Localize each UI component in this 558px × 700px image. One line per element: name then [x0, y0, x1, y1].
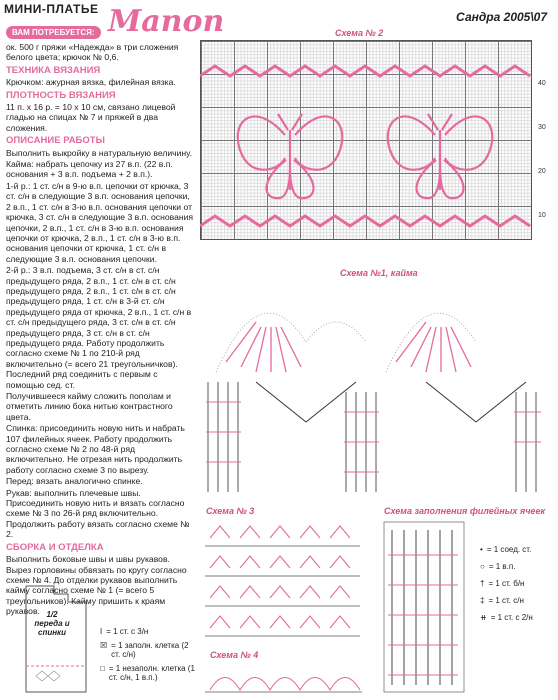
- need-badge: ВАМ ПОТРЕБУЕТСЯ:: [6, 26, 101, 39]
- legend-right: [480, 545, 556, 622]
- legend-label: = 1 заполн. клетка (2 ст. с/н): [111, 641, 189, 659]
- legend-item: [480, 596, 556, 605]
- scheme4-diagram: [200, 660, 366, 696]
- description-intro: Выполнить выкройку в натуральную величину.: [6, 147, 192, 158]
- scheme1-diagram: [196, 282, 552, 502]
- legend-label: = 1 ст. с 3/н: [106, 627, 149, 636]
- fill-scheme-diagram: [382, 520, 472, 696]
- fill-scheme-caption: Схема заполнения филейных ячеек: [384, 506, 546, 516]
- legend-symbol: †: [480, 579, 485, 588]
- legend-symbol: I: [100, 627, 103, 636]
- description-row1: 1-й р.: 1 ст. с/н в 9-ю в.п. цепочки от крючка, 3 ст. с/н в следующие 3 в.п. основания цепочки, 2 в.п., 1 ст. с/н в 3-ю в.п. основания цепочки от крючка, 3 ст. с/н в следующие 3 в.п. основания цепочки, 2 в.п., 1 ст. с/н в 3-ю в.п. основания цепочки от крючка, 2 в.п., 1 ст. с/н в 3-ю в.п. основания цепочки от крючка, 1 ст. с/н в следующие 3 в.п. основания цепочки.: [6, 180, 194, 264]
- legend-symbol: •: [480, 545, 483, 554]
- legend-symbol: ⧺: [480, 613, 487, 622]
- scheme3-caption: Схема № 3: [206, 506, 255, 516]
- legend-symbol: ☒: [100, 641, 108, 650]
- legend-item: [100, 627, 198, 636]
- legend-label: = 1 незаполн. клетка (1 ст. с/н, 1 в.п.): [108, 664, 195, 682]
- technique-text: Крючком: ажурная вязка, филейная вязка.: [6, 77, 176, 88]
- technique-heading: ТЕХНИКА ВЯЗАНИЯ: [6, 64, 101, 76]
- legend-symbol: ‡: [480, 596, 485, 605]
- legend-label: = 1 ст. с/н: [488, 596, 524, 605]
- scheme2-motifs: [200, 40, 532, 240]
- description-heading: ОПИСАНИЕ РАБОТЫ: [6, 135, 105, 147]
- issue-label: Сандра 2005\07: [456, 10, 548, 24]
- legend-label: = 1 в.п.: [488, 562, 516, 571]
- scheme1-caption: Схема №1, кайма: [340, 268, 418, 278]
- legend-symbol: □: [100, 664, 105, 673]
- legend-left: [100, 627, 198, 682]
- axis-label: 40: [538, 80, 546, 87]
- assembly-heading: СБОРКА И ОТДЕЛКА: [6, 541, 104, 553]
- axis-label: 30: [538, 124, 546, 131]
- legend-item: [480, 562, 556, 571]
- legend-item: [100, 664, 198, 682]
- axis-label: 20: [538, 168, 546, 175]
- pattern-piece: [6, 580, 98, 696]
- scheme4-caption: Схема № 4: [210, 650, 259, 660]
- gauge-text: 11 п. х 16 р. = 10 х 10 см, связано лицевой гладью на спицах № 7 и пряжей в два сложения.: [6, 102, 176, 133]
- scheme2-caption: Схема № 2: [335, 28, 384, 38]
- description-fold: Получившееся кайму сложить пополам и отметить линию бока нитью контрастного цвета.: [6, 391, 173, 422]
- description-back: Спинка: присоединить новую нить и набрать 107 филейных ячеек. Работу продолжить согласно схеме № 2 по 48-й ряд включительно. Не отрезая нить продолжить работу согласно схеме 3 по вырезу.: [6, 423, 185, 475]
- description-row2: 2-й р.: 3 в.п. подъема, 3 ст. с/н в ст. с/н предыдущего ряда, 2 в.п., 1 ст. с/н в ст. с/н предыдущего ряда, 2 в.п., 1 ст. с/н в ст. с/н предыдущего ряда, 1 ст. с/н в 3-й ст. с/н предыдущего ряда от крючка, 2 в.п., 1 ст. с/н в ст. с/н предыдущего ряда, 3 ст. с/н в ст. с/н предыдущего ряда, 3 ст. с/н в ст. с/н предыдущего ряда. Работу продолжить согласно схеме № 1 по 210-й ряд включительно (= всего 21 треугольничков). Последний ряд соединить с первым с помощью сед. ст.: [6, 265, 192, 390]
- materials-text: ок. 500 г пряжи «Надежда» в три сложения белого цвета; крючок № 0,6.: [6, 42, 179, 63]
- scheme3-diagram: [200, 518, 366, 646]
- legend-item: [480, 545, 556, 554]
- gauge-heading: ПЛОТНОСТЬ ВЯЗАНИЯ: [6, 89, 116, 101]
- legend-item: [480, 579, 556, 588]
- legend-item: [480, 613, 556, 622]
- dress-title: МИНИ-ПЛАТЬЕ: [4, 2, 99, 16]
- instructions-column: [6, 42, 194, 618]
- description-front: Перед: вязать аналогично спинке.: [6, 476, 143, 487]
- pattern-piece-label: 1/2 переда и спинки: [34, 610, 70, 637]
- description-sleeve: Рукав: выполнить плечевые швы. Присоединить новую нить и вязать согласно схеме № 3 по 26-й ряд включительно. Продолжить работу вязать согласно схеме № 2.: [6, 487, 190, 540]
- legend-label: = 1 ст. с 2/н: [490, 613, 533, 622]
- legend-symbol: ○: [480, 562, 485, 571]
- legend-label: = 1 соед. ст.: [486, 545, 532, 554]
- legend-item: [100, 641, 198, 659]
- description-trim: Кайма: набрать цепочку из 27 в.п. (22 в.п. основания + 3 в.п. подъема + 2 в.п.).: [6, 159, 173, 180]
- axis-label: 10: [538, 212, 546, 219]
- assembly-text: Выполнить боковые швы и швы рукавов. Вырез горловины обвязать по кругу согласно схеме № 4. До отделки рукавов выполнить кайму согласно схеме № 1 (= всего 5 треугольников). Кайму пришить к краям рукавов.: [6, 554, 187, 617]
- model-name: Manon: [108, 4, 225, 39]
- legend-label: = 1 ст. б/н: [488, 579, 525, 588]
